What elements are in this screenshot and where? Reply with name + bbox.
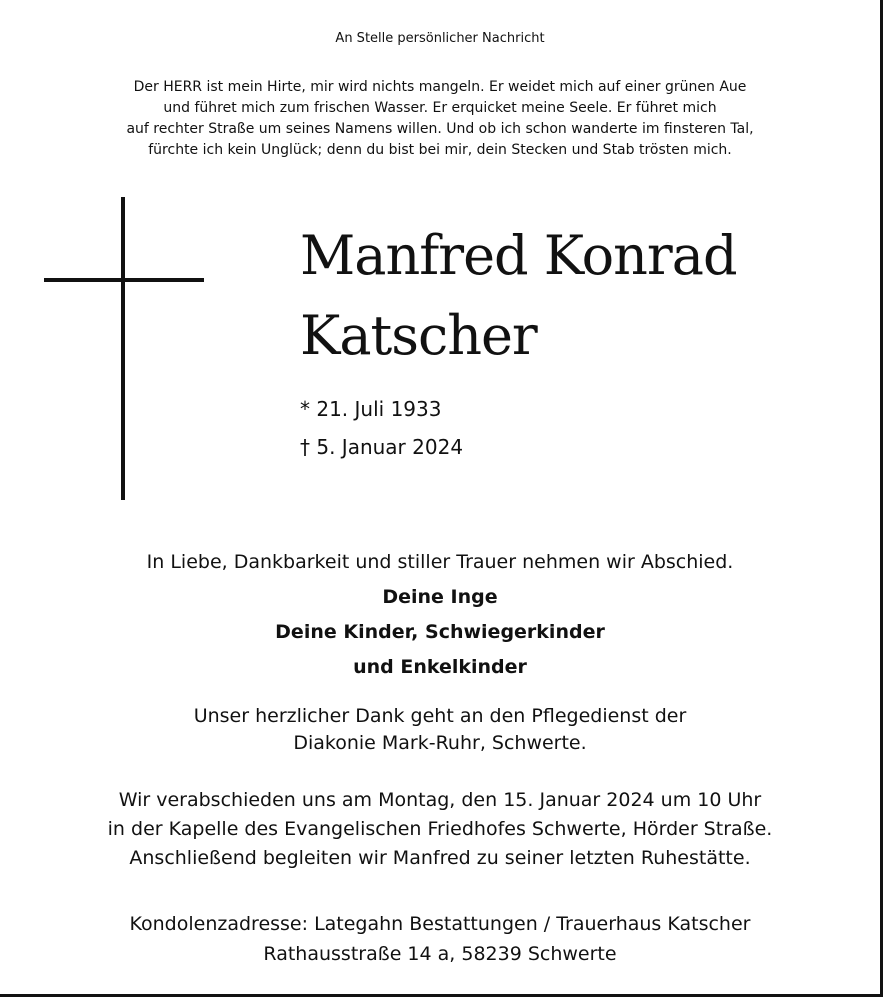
psalm-line: und führet mich zum frischen Wasser. Er erquicket meine Seele. Er führet mich [163,100,717,116]
farewell-section [0,545,880,685]
service-line: Wir verabschieden uns am Montag, den 15. Januar 2024 um 10 Uhr [118,789,762,811]
deceased-name-line1: Manfred Konrad [300,224,737,287]
death-date: † 5. Januar 2024 [300,435,464,459]
cross-icon [44,197,204,500]
signatory: Deine Kinder, Schwiegerkinder [275,621,605,643]
birth-date: * 21. Juli 1933 [300,397,442,421]
signatory: Deine Inge [382,586,498,608]
psalm-line: fürchte ich kein Unglück; denn du bist bei mir, dein Stecken und Stab trösten mich. [148,142,732,158]
thanks-note [0,703,880,757]
cross-horizontal-bar [44,278,204,282]
condolence-address [0,909,880,969]
headnote: An Stelle persönlicher Nachricht [335,31,545,46]
condolence-line: Rathausstraße 14 a, 58239 Schwerte [263,943,617,965]
psalm-line: auf rechter Straße um seines Namens willen. Und ob ich schon wanderte im finsteren Tal, [126,121,754,137]
farewell-intro: In Liebe, Dankbarkeit und stiller Trauer nehmen wir Abschied. [146,551,734,573]
psalm-quote [0,77,880,161]
life-dates [300,390,463,466]
condolence-line: Kondolenzadresse: Lategahn Bestattungen / Trauerhaus Katscher [129,913,751,935]
deceased-name [300,216,737,376]
signatory: und Enkelkinder [353,656,527,678]
psalm-line: Der HERR ist mein Hirte, mir wird nichts mangeln. Er weidet mich auf einer grünen Aue [133,79,747,95]
thanks-line: Unser herzlicher Dank geht an den Pflegedienst der [193,705,687,727]
service-info [0,786,880,873]
service-line: in der Kapelle des Evangelischen Friedhofes Schwerte, Hörder Straße. [107,818,773,840]
cross-vertical-bar [121,197,125,500]
thanks-line: Diakonie Mark-Ruhr, Schwerte. [293,732,587,754]
deceased-name-line2: Katscher [300,304,537,367]
service-line: Anschließend begleiten wir Manfred zu seiner letzten Ruhestätte. [129,847,751,869]
